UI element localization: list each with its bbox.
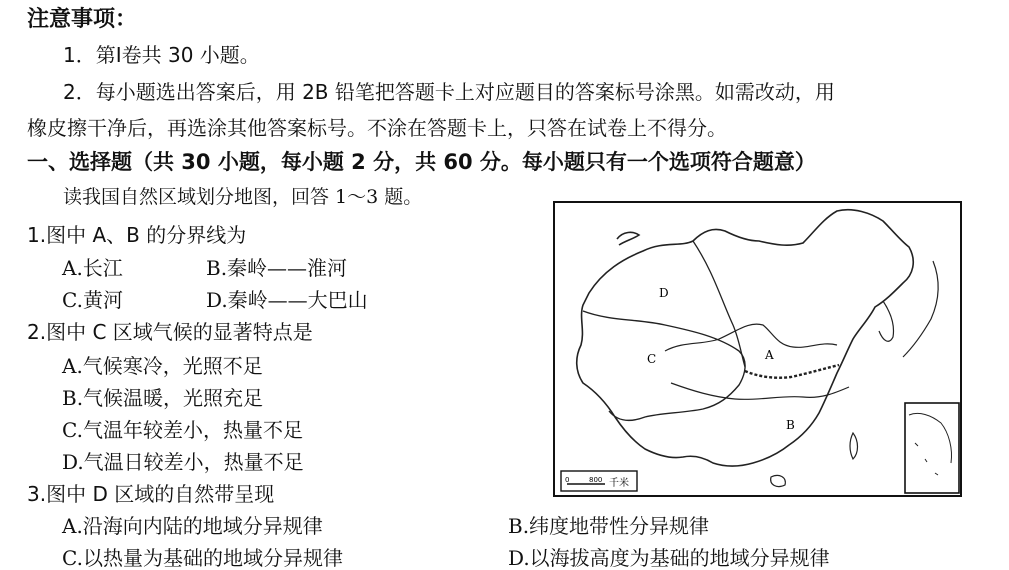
notice-item-2-line2: 橡皮擦干净后，再选涂其他答案标号。不涂在答题卡上，只答在试卷上不得分。 (27, 116, 727, 140)
section-intro: 读我国自然区域划分地图，回答 1～3 题。 (63, 186, 423, 208)
region-label-a: A (765, 348, 774, 362)
question-1-option-b: B.秦岭——淮河 (206, 256, 348, 280)
question-3-option-d: D.以海拔高度为基础的地域分异规律 (508, 546, 830, 570)
map-svg (553, 201, 962, 497)
question-1-stem: 1.图中 A、B 的分界线为 (27, 223, 247, 247)
notice-item-1: 1．第Ⅰ卷共 30 小题。 (63, 43, 260, 67)
question-2-option-b: B.气候温暖，光照充足 (62, 386, 264, 410)
scale-number: 800 (589, 476, 603, 484)
scale-unit: 千米 (609, 478, 629, 489)
china-natural-regions-map (553, 201, 962, 497)
question-1-option-d: D.秦岭——大巴山 (206, 288, 368, 312)
question-2-option-d: D.气温日较差小，热量不足 (62, 450, 304, 474)
question-3-option-b: B.纬度地带性分异规律 (508, 514, 710, 538)
question-2-stem: 2.图中 C 区域气候的显著特点是 (27, 320, 313, 344)
question-3-stem: 3.图中 D 区域的自然带呈现 (27, 482, 275, 506)
notice-item-2-line1: 2．每小题选出答案后，用 2B 铅笔把答题卡上对应题目的答案标号涂黑。如需改动，用 (63, 80, 835, 104)
section-title: 一、选择题（共 30 小题，每小题 2 分，共 60 分。每小题只有一个选项符合题意） (27, 150, 816, 174)
question-2-option-c: C.气温年较差小，热量不足 (62, 418, 303, 442)
question-1-option-c: C.黄河 (62, 288, 123, 312)
region-label-b: B (786, 418, 795, 432)
question-3-option-a: A.沿海向内陆的地域分异规律 (62, 514, 323, 538)
map-frame (554, 202, 961, 496)
region-label-d: D (659, 286, 669, 300)
question-2-option-a: A.气候寒冷，光照不足 (62, 354, 263, 378)
notice-title: 注意事项： (27, 7, 138, 32)
region-label-c: C (647, 352, 657, 366)
question-3-option-c: C.以热量为基础的地域分异规律 (62, 546, 343, 570)
scale-zero: 0 (565, 476, 570, 484)
question-1-option-a: A.长江 (62, 256, 123, 280)
